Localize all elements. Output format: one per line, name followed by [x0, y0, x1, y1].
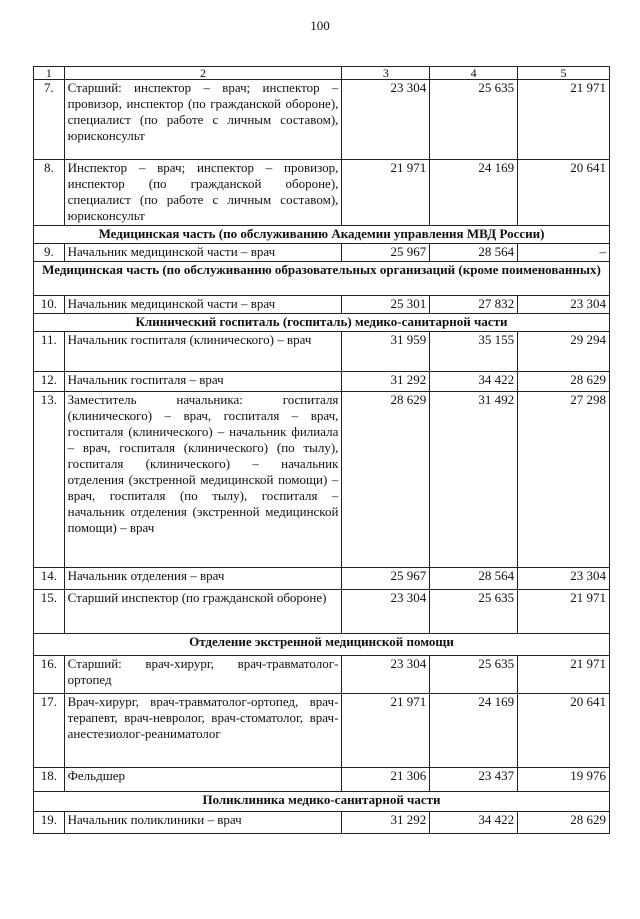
table-row	[34, 332, 610, 372]
section-header-row	[34, 634, 610, 656]
salary-col3: 28 629	[342, 392, 430, 568]
salary-col5: 20 641	[518, 694, 610, 768]
row-number: 7.	[34, 80, 65, 160]
position-title: Старший инспектор (по гражданской обороне)	[64, 590, 342, 634]
table-row	[34, 590, 610, 634]
salary-col5: 27 298	[518, 392, 610, 568]
salary-col4: 25 635	[430, 656, 518, 694]
column-header: 5	[518, 67, 610, 80]
salary-col3: 25 967	[342, 568, 430, 590]
row-number: 8.	[34, 160, 65, 226]
salary-col3: 23 304	[342, 656, 430, 694]
column-header: 2	[64, 67, 342, 80]
section-header-row	[34, 314, 610, 332]
section-header-row	[34, 792, 610, 812]
salary-col5: 23 304	[518, 568, 610, 590]
salary-col3: 21 306	[342, 768, 430, 792]
salary-col4: 34 422	[430, 372, 518, 392]
section-title: Поликлиника медико-санитарной части	[34, 792, 610, 812]
position-title: Начальник госпиталя – врач	[64, 372, 342, 392]
table-row	[34, 768, 610, 792]
salary-col5: 29 294	[518, 332, 610, 372]
row-number: 14.	[34, 568, 65, 590]
salary-col3: 21 971	[342, 160, 430, 226]
salary-col4: 25 635	[430, 80, 518, 160]
salary-col4: 34 422	[430, 812, 518, 834]
page-number: 100	[310, 18, 330, 33]
column-header-row	[34, 67, 610, 80]
table-row	[34, 160, 610, 226]
salary-col5: 21 971	[518, 590, 610, 634]
row-number: 9.	[34, 244, 65, 262]
section-title: Отделение экстренной медицинской помощи	[34, 634, 610, 656]
salary-col5: 28 629	[518, 372, 610, 392]
salary-col3: 31 292	[342, 372, 430, 392]
column-header: 3	[342, 67, 430, 80]
table-row	[34, 694, 610, 768]
salary-col3: 23 304	[342, 590, 430, 634]
position-title: Начальник поликлиники – врач	[64, 812, 342, 834]
salary-col5: –	[518, 244, 610, 262]
salary-col5: 19 976	[518, 768, 610, 792]
salary-col3: 23 304	[342, 80, 430, 160]
salary-col3: 25 967	[342, 244, 430, 262]
salary-col4: 24 169	[430, 160, 518, 226]
table-body	[34, 67, 610, 834]
table-row	[34, 656, 610, 694]
position-title: Старший: инспектор – врач; инспектор – провизор, инспектор (по гражданской обороне), специалист (по работе с личным составом), юрисконсульт	[64, 80, 342, 160]
salary-col4: 27 832	[430, 296, 518, 314]
salary-col4: 28 564	[430, 244, 518, 262]
row-number: 15.	[34, 590, 65, 634]
position-title: Начальник медицинской части – врач	[64, 296, 342, 314]
salary-col4: 23 437	[430, 768, 518, 792]
position-title: Старший: врач-хирург, врач-травматолог-ортопед	[64, 656, 342, 694]
salary-col4: 24 169	[430, 694, 518, 768]
salary-col5: 21 971	[518, 656, 610, 694]
row-number: 10.	[34, 296, 65, 314]
salary-col5: 20 641	[518, 160, 610, 226]
salary-col4: 35 155	[430, 332, 518, 372]
row-number: 13.	[34, 392, 65, 568]
position-title: Врач-хирург, врач-травматолог-ортопед, врач-терапевт, врач-невролог, врач-стоматолог, врач-анестезиолог-реаниматолог	[64, 694, 342, 768]
column-header: 1	[34, 67, 65, 80]
table-row	[34, 80, 610, 160]
row-number: 16.	[34, 656, 65, 694]
section-header-row	[34, 226, 610, 244]
column-header: 4	[430, 67, 518, 80]
position-title: Фельдшер	[64, 768, 342, 792]
table-row	[34, 372, 610, 392]
section-header-row	[34, 262, 610, 296]
salary-col5: 23 304	[518, 296, 610, 314]
salary-col4: 31 492	[430, 392, 518, 568]
position-title: Инспектор – врач; инспектор – провизор, инспектор (по гражданской обороне), специалист (по работе с личным составом), юрисконсульт	[64, 160, 342, 226]
row-number: 11.	[34, 332, 65, 372]
section-title: Медицинская часть (по обслуживанию Академии управления МВД России)	[34, 226, 610, 244]
salary-col4: 25 635	[430, 590, 518, 634]
salary-table	[33, 66, 610, 834]
table-row	[34, 568, 610, 590]
table-row	[34, 296, 610, 314]
row-number: 17.	[34, 694, 65, 768]
table-row	[34, 812, 610, 834]
position-title: Начальник госпиталя (клинического) – врач	[64, 332, 342, 372]
salary-col5: 28 629	[518, 812, 610, 834]
row-number: 19.	[34, 812, 65, 834]
salary-col3: 21 971	[342, 694, 430, 768]
section-title: Медицинская часть (по обслуживанию образовательных организаций (кроме поименованных)	[34, 262, 610, 296]
salary-col5: 21 971	[518, 80, 610, 160]
row-number: 12.	[34, 372, 65, 392]
table-row	[34, 392, 610, 568]
row-number: 18.	[34, 768, 65, 792]
section-title: Клинический госпиталь (госпиталь) медико-санитарной части	[34, 314, 610, 332]
salary-col3: 25 301	[342, 296, 430, 314]
salary-col3: 31 292	[342, 812, 430, 834]
salary-col4: 28 564	[430, 568, 518, 590]
salary-col3: 31 959	[342, 332, 430, 372]
table-row	[34, 244, 610, 262]
position-title: Начальник медицинской части – врач	[64, 244, 342, 262]
position-title: Начальник отделения – врач	[64, 568, 342, 590]
position-title: Заместитель начальника: госпиталя (клинического) – врач, госпиталя – врач, госпиталя (клинического) – начальник филиала – врач, госпиталя (клинического) (по тылу), госпиталя (клинического) – начальник отделения (экстренной медицинской помощи) – врач, госпиталя (по тылу), госпиталя – начальник отделения (экстренной медицинской помощи) – врач	[64, 392, 342, 568]
